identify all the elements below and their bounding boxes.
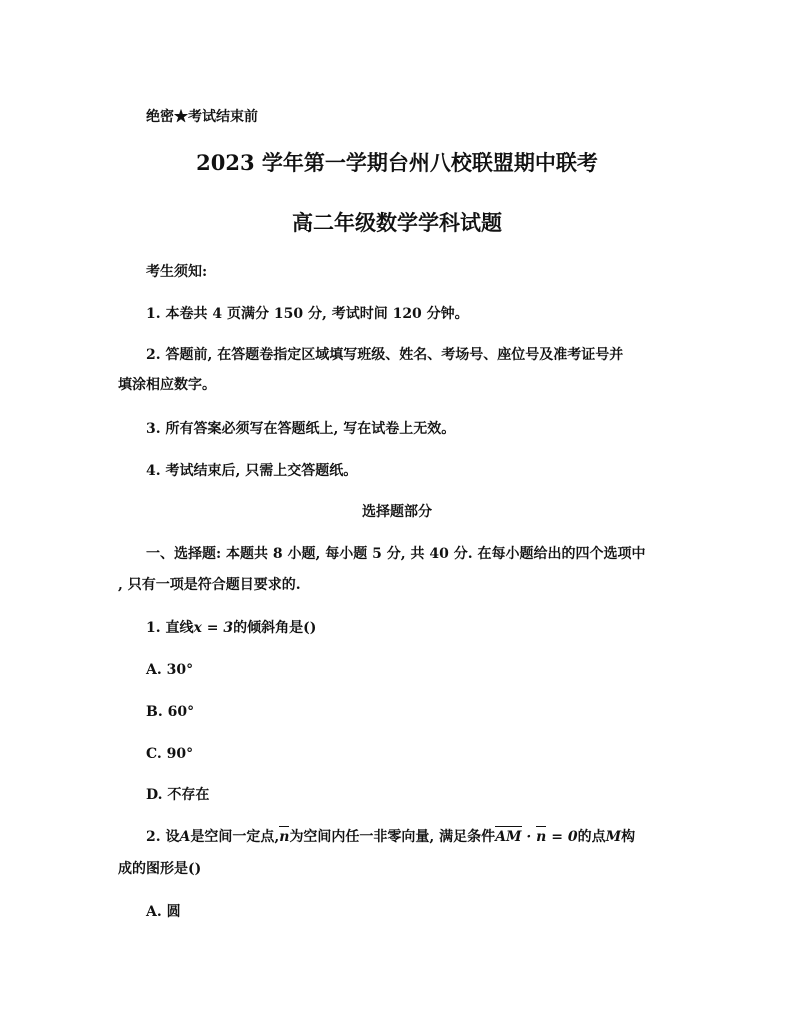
- instruction-item: 2. 答题前, 在答题卷指定区域填写班级、姓名、考场号、座位号及准考证号并: [146, 347, 624, 363]
- vector-n-math: n: [279, 829, 290, 845]
- question-2-option-a: A. 圆: [146, 904, 181, 920]
- question-2-text: 是空间一定点,: [190, 829, 280, 845]
- dot-operator: ·: [521, 829, 537, 845]
- question-2-continued: 成的图形是(): [118, 861, 202, 877]
- question-1-option-a: A. 30°: [146, 662, 194, 678]
- instructions-heading: 考生须知:: [146, 264, 208, 280]
- confidential-label: 绝密★考试结束前: [146, 109, 258, 125]
- vector-n-math: n: [536, 829, 547, 845]
- instruction-item: 3. 所有答案必须写在答题纸上, 写在试卷上无效。: [146, 421, 456, 437]
- question-1-prefix: 1. 直线: [146, 620, 194, 636]
- point-a-math: A: [179, 829, 191, 845]
- question-2-text: 为空间内任一非零向量, 满足条件: [289, 829, 496, 845]
- point-m-math: M: [605, 829, 622, 845]
- section-intro: 一、选择题: 本题共 8 小题, 每小题 5 分, 共 40 分. 在每小题给出的四个选项中: [146, 546, 646, 562]
- question-1-option-d: D. 不存在: [146, 787, 210, 803]
- section-intro-continued: , 只有一项是符合题目要求的.: [118, 577, 301, 593]
- question-1-option-c: C. 90°: [146, 746, 194, 762]
- instruction-item: 填涂相应数字。: [118, 377, 216, 393]
- instruction-item: 1. 本卷共 4 页满分 150 分, 考试时间 120 分钟。: [146, 306, 469, 322]
- question-1-option-b: B. 60°: [146, 704, 195, 720]
- question-1: [146, 619, 316, 637]
- exam-subtitle: 高二年级数学学科试题: [292, 210, 502, 235]
- section-title: 选择题部分: [362, 504, 432, 520]
- question-1-math: x = 3: [193, 620, 234, 636]
- question-2-text: 的点: [577, 829, 606, 845]
- question-2-text: 构: [621, 829, 636, 845]
- vector-am-math: AM: [495, 829, 522, 845]
- instruction-item: 4. 考试结束后, 只需上交答题纸。: [146, 463, 358, 479]
- question-1-suffix: 的倾斜角是(): [233, 620, 317, 636]
- equals-zero: = 0: [546, 829, 578, 845]
- question-2: [146, 828, 635, 846]
- exam-title: 2023 学年第一学期台州八校联盟期中联考: [196, 150, 598, 175]
- question-2-text: 2. 设: [146, 829, 180, 845]
